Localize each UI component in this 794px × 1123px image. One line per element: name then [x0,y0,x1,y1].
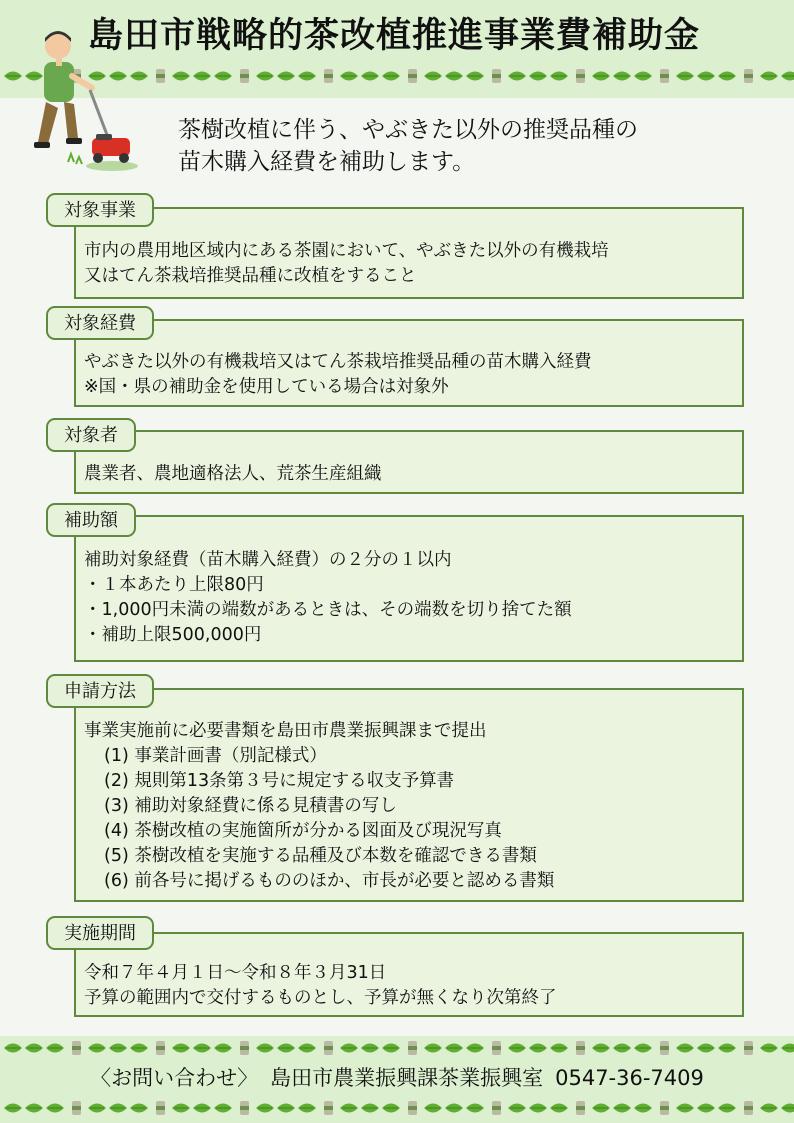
tea-can-icon [324,1101,333,1115]
section-label: 対象経費 [46,306,154,340]
tea-leaf-icon [193,1044,211,1053]
tea-leaf-icon [550,1104,568,1113]
tea-leaf-icon [466,72,484,81]
section-line: 令和７年４月１日～令和８年３月31日 [84,963,387,983]
tea-leaf-icon [172,1104,190,1113]
tea-leaf-icon [781,1104,794,1113]
tea-leaf-icon [592,72,610,81]
tea-leaf-icon [613,1044,631,1053]
section-label: 申請方法 [46,674,154,708]
tea-leaf-icon [172,72,190,81]
tea-leaf-icon [25,1104,43,1113]
tea-leaf-icon [88,1104,106,1113]
tea-leaf-icon [781,72,794,81]
intro-text [178,114,758,178]
tea-can-icon [492,1041,501,1055]
tea-can-icon [660,1101,669,1115]
tea-can-icon [492,69,501,83]
tea-can-icon [576,1041,585,1055]
tea-leaf-icon [4,1044,22,1053]
tea-leaf-icon [25,1044,43,1053]
tea-can-icon [156,1101,165,1115]
section-body [84,239,734,289]
document-item: (2) 規則第13条第３号に規定する収支予算書 [104,771,455,791]
tea-leaf-icon [781,1044,794,1053]
tea-leaf-icon [340,72,358,81]
tea-leaf-icon [760,72,778,81]
tea-leaf-icon [361,1044,379,1053]
section-line: 予算の範囲内で交付するものとし、予算が無くなり次第終了 [84,988,557,1008]
tea-can-icon [240,1101,249,1115]
tea-leaf-icon [298,1104,316,1113]
section-label: 補助額 [46,503,136,537]
tea-leaf-icon [277,1044,295,1053]
tea-can-icon [744,69,753,83]
tea-leaf-icon [298,1044,316,1053]
tea-leaf-icon [592,1104,610,1113]
tea-leaf-icon [718,72,736,81]
tea-leaf-icon [529,1044,547,1053]
section-label: 対象者 [46,418,136,452]
section-line: やぶきた以外の有機栽培又はてん茶栽培推奨品種の苗木購入経費 [84,352,592,372]
tea-leaf-icon [424,1044,442,1053]
document-item: (5) 茶樹改植を実施する品種及び本数を確認できる書類 [104,846,537,866]
farmer-mower-illustration [20,24,140,174]
tea-can-icon [240,1041,249,1055]
tea-leaf-icon [634,72,652,81]
tea-leaf-icon [760,1104,778,1113]
tea-leaf-icon [466,1104,484,1113]
tea-leaf-icon [445,72,463,81]
tea-leaf-icon [634,1104,652,1113]
tea-leaf-icon [214,72,232,81]
tea-leaf-icon [424,72,442,81]
tea-can-icon [744,1041,753,1055]
tea-can-icon [72,1101,81,1115]
tea-can-icon [156,69,165,83]
tea-leaf-icon [466,1044,484,1053]
tea-leaf-icon [592,1044,610,1053]
tea-leaf-icon [361,1104,379,1113]
tea-leaf-icon [445,1104,463,1113]
tea-leaf-icon [256,1104,274,1113]
section-line: ・補助上限500,000円 [84,625,262,645]
tea-leaf-icon [697,1044,715,1053]
tea-can-icon [744,1101,753,1115]
section-line: 市内の農用地区域内にある茶園において、やぶきた以外の有機栽培 [84,241,609,261]
tea-leaf-icon [130,1104,148,1113]
tea-leaf-icon [382,72,400,81]
tea-leaf-icon [529,72,547,81]
tea-leaf-icon [676,72,694,81]
tea-leaf-icon [718,1044,736,1053]
tea-can-icon [660,69,669,83]
tea-leaf-icon [109,1044,127,1053]
tea-leaf-icon [508,1104,526,1113]
intro-line: 茶樹改植に伴う、やぶきた以外の推奨品種の [178,117,638,143]
contact-info [0,1062,794,1094]
tea-leaf-icon [508,1044,526,1053]
tea-leaf-icon [382,1044,400,1053]
intro-line: 苗木購入経費を補助します。 [178,149,476,175]
section-line: 農業者、農地適格法人、荒茶生産組織 [84,464,382,484]
tea-leaf-icon [718,1104,736,1113]
tea-leaf-icon [214,1044,232,1053]
tea-can-icon [576,69,585,83]
contact-department: 島田市農業振興課茶業振興室 [270,1066,544,1090]
section-body [84,462,734,487]
tea-leaf-icon [298,72,316,81]
section-line: ※国・県の補助金を使用している場合は対象外 [84,377,449,397]
tea-leaf-icon [445,1044,463,1053]
section-line: ・1,000円未満の端数があるときは、その端数を切り捨てた額 [84,600,572,620]
tea-can-icon [72,1041,81,1055]
tea-leaf-icon [550,1044,568,1053]
tea-can-icon [408,1101,417,1115]
document-item: (3) 補助対象経費に係る見積書の写し [104,796,397,816]
tea-can-icon [408,69,417,83]
tea-can-icon [240,69,249,83]
tea-can-icon [492,1101,501,1115]
section-label: 実施期間 [46,916,154,950]
tea-leaf-icon [382,1104,400,1113]
tea-leaf-icon [4,1104,22,1113]
tea-leaf-icon [109,1104,127,1113]
section-line: 事業実施前に必要書類を島田市農業振興課まで提出 [84,721,487,741]
section-body [84,548,734,648]
document-item: (6) 前各号に掲げるもののほか、市長が必要と認める書類 [104,871,555,891]
tea-leaf-icon [634,1044,652,1053]
tea-leaf-icon [340,1044,358,1053]
tea-can-icon [324,69,333,83]
tea-can-icon [576,1101,585,1115]
tea-leaf-icon [214,1104,232,1113]
tea-leaf-icon [361,72,379,81]
tea-leaf-icon [46,1104,64,1113]
section-body [84,719,734,894]
tea-leaf-icon [193,72,211,81]
tea-can-icon [660,1041,669,1055]
section-line: 補助対象経費（苗木購入経費）の２分の１以内 [84,550,452,570]
tea-leaf-icon [256,72,274,81]
tea-leaf-icon [508,72,526,81]
tea-can-icon [156,1041,165,1055]
tea-leaf-icon [46,1044,64,1053]
document-item: (4) 茶樹改植の実施箇所が分かる図面及び現況写真 [104,821,502,841]
tea-leaf-icon [277,72,295,81]
section-line: 又はてん茶栽培推奨品種に改植をすること [84,266,417,286]
tea-leaf-icon [277,1104,295,1113]
contact-label: 〈お問い合わせ〉 [90,1066,259,1090]
tea-leaf-icon [676,1104,694,1113]
tea-can-icon [324,1041,333,1055]
page-title: 島田市戦略的茶改植推進事業費補助金 [88,16,701,56]
contact-phone[interactable]: 0547-36-7409 [555,1066,704,1090]
leaf-border-footer-bottom [0,1098,794,1118]
section-body [84,350,734,400]
tea-leaf-icon [529,1104,547,1113]
tea-leaf-icon [697,72,715,81]
tea-leaf-icon [697,1104,715,1113]
section-label: 対象事業 [46,193,154,227]
tea-leaf-icon [256,1044,274,1053]
tea-leaf-icon [193,1104,211,1113]
tea-leaf-icon [172,1044,190,1053]
tea-leaf-icon [760,1044,778,1053]
tea-can-icon [408,1041,417,1055]
section-body [84,961,734,1011]
tea-leaf-icon [424,1104,442,1113]
tea-leaf-icon [130,1044,148,1053]
tea-leaf-icon [676,1044,694,1053]
tea-leaf-icon [550,72,568,81]
tea-leaf-icon [88,1044,106,1053]
tea-leaf-icon [613,72,631,81]
tea-leaf-icon [613,1104,631,1113]
section-line: ・１本あたり上限80円 [84,575,264,595]
leaf-border-footer-top [0,1038,794,1058]
tea-leaf-icon [340,1104,358,1113]
document-item: (1) 事業計画書（別記様式） [104,746,327,766]
